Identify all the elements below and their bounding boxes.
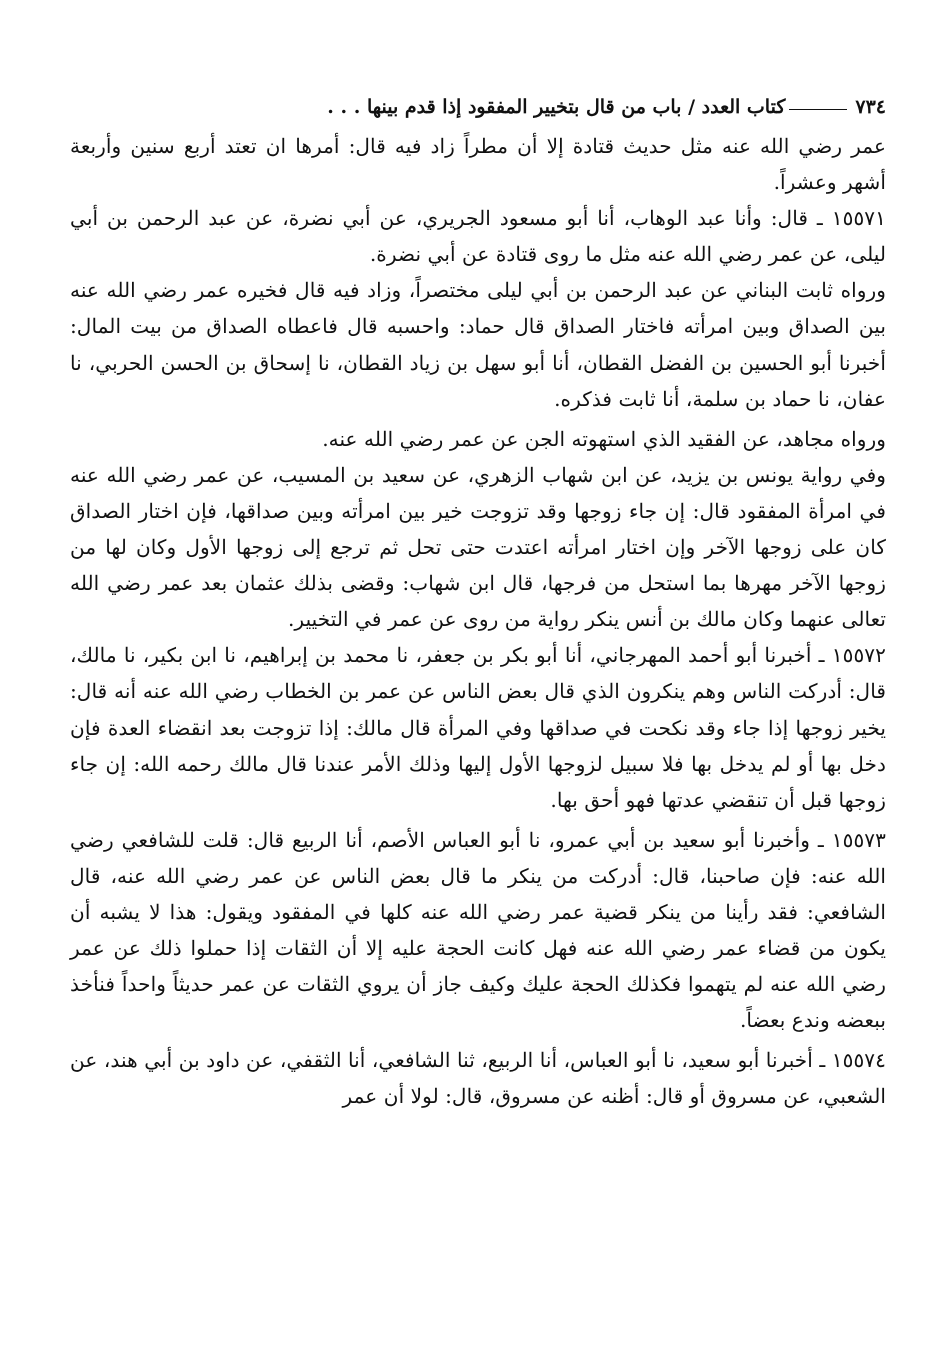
paragraph: عمر رضي الله عنه مثل حديث قتادة إلا أن مطراً زاد فيه قال: أمرها ان تعتد أربع سنين وأربعة أشهر وعشراً.	[70, 134, 886, 195]
paragraph: ورواه مجاهد، عن الفقيد الذي استهوته الجن عن عمر رضي الله عنه.	[322, 426, 886, 451]
running-header	[70, 84, 886, 118]
paragraph: ١٥٥٧٢ ـ أخبرنا أبو أحمد المهرجاني، أنا أبو بكر بن جعفر، نا محمد بن إبراهيم، نا ابن بكير، نا مالك، قال: أدركت الناس وهم ينكرون الذي قال بعض الناس عن عمر بن الخطاب رضي الله عنه أنه قال: يخير زوجها إذا جاء وقد نكحت في صداقها وفي المرأة قال مالك: إذا تزوجت بعد انقضاء العدة فإن دخل بها أو لم يدخل بها فلا سبيل لزوجها الأول إليها وذلك الأمر عندنا قال مالك رحمه الله: إن جاء زوجها قبل أن تنقضي عدتها فهو أحق بها.	[70, 643, 886, 812]
paragraph: وفي رواية يونس بن يزيد، عن ابن شهاب الزهري، عن سعيد بن المسيب، عن عمر رضي الله عنه في امرأة المفقود قال: إن جاء زوجها وقد تزوجت خير بين امرأته وبين صداقها، فإن اختار الصداق كان على زوجها الآخر وإن اختار امرأته اعتدت حتى تحل ثم ترجع إلى زوجها الأول وكان لها من زوجها الآخر مهرها بما استحل من فرجها، قال ابن شهاب: وقضى بذلك عثمان بعد عمر رضي الله تعالى عنهما وكان مالك بن أنس ينكر رواية من روى عن عمر في التخيير.	[70, 462, 886, 632]
header-rule	[789, 109, 847, 110]
page-body	[70, 128, 886, 1115]
paragraph: ١٥٥٧٣ ـ وأخبرنا أبو سعيد بن أبي عمرو، نا أبو العباس الأصم، أنا الربيع قال: قلت للشافعي رضي الله عنه: فإن صاحبنا، قال: أدركت من ينكر ما قال بعض الناس عن عمر رضي الله عنه، قال الشافعي: فقد رأينا من ينكر قضية عمر رضي الله عنه كلها في المفقود ويقول: هذا لا يشبه أن يكون من قضاء عمر رضي الله عنه فهل كانت الحجة عليه إلا أن الثقات إذا حملوا ذلك عن عمر رضي الله عنه لم يتهموا فكذلك الحجة عليك وكيف جاز أن يروي الثقات عن عمر حديثاً واحداً فنأخذ ببعضه وندع بعضاً.	[70, 827, 886, 1033]
page-number: ٧٣٤	[855, 96, 886, 118]
paragraph: ١٥٥٧١ ـ قال: وأنا عبد الوهاب، أنا أبو مسعود الجريري، عن أبي نضرة، عن عبد الرحمن بن أبي ليلى، عن عمر رضي الله عنه مثل ما روى قتادة عن أبي نضرة.	[70, 206, 886, 267]
chapter-title: كتاب العدد / باب من قال بتخيير المفقود إذا قدم بينها . . .	[327, 96, 786, 118]
book-page	[70, 84, 886, 1354]
paragraph: ورواه ثابت البناني عن عبد الرحمن بن أبي ليلى مختصراً، وزاد فيه قال فخيره عمر رضي الله عنه بين الصداق وبين امرأته فاختار الصداق قال حماد: واحسبه قال فاعطاه الصداق من بيت المال: أخبرنا أبو الحسين بن الفضل القطان، أنا أبو سهل بن زياد القطان، نا إسحاق بن الحسن الحربي، نا عفان، نا حماد بن سلمة، أنا ثابت فذكره.	[70, 278, 886, 411]
paragraph: ١٥٥٧٤ ـ أخبرنا أبو سعيد، نا أبو العباس، أنا الربيع، ثنا الشافعي، أنا الثقفي، عن داود بن أبي هند، عن الشعبي، عن مسروق أو قال: أظنه عن مسروق، قال: لولا أن عمر	[70, 1048, 886, 1109]
